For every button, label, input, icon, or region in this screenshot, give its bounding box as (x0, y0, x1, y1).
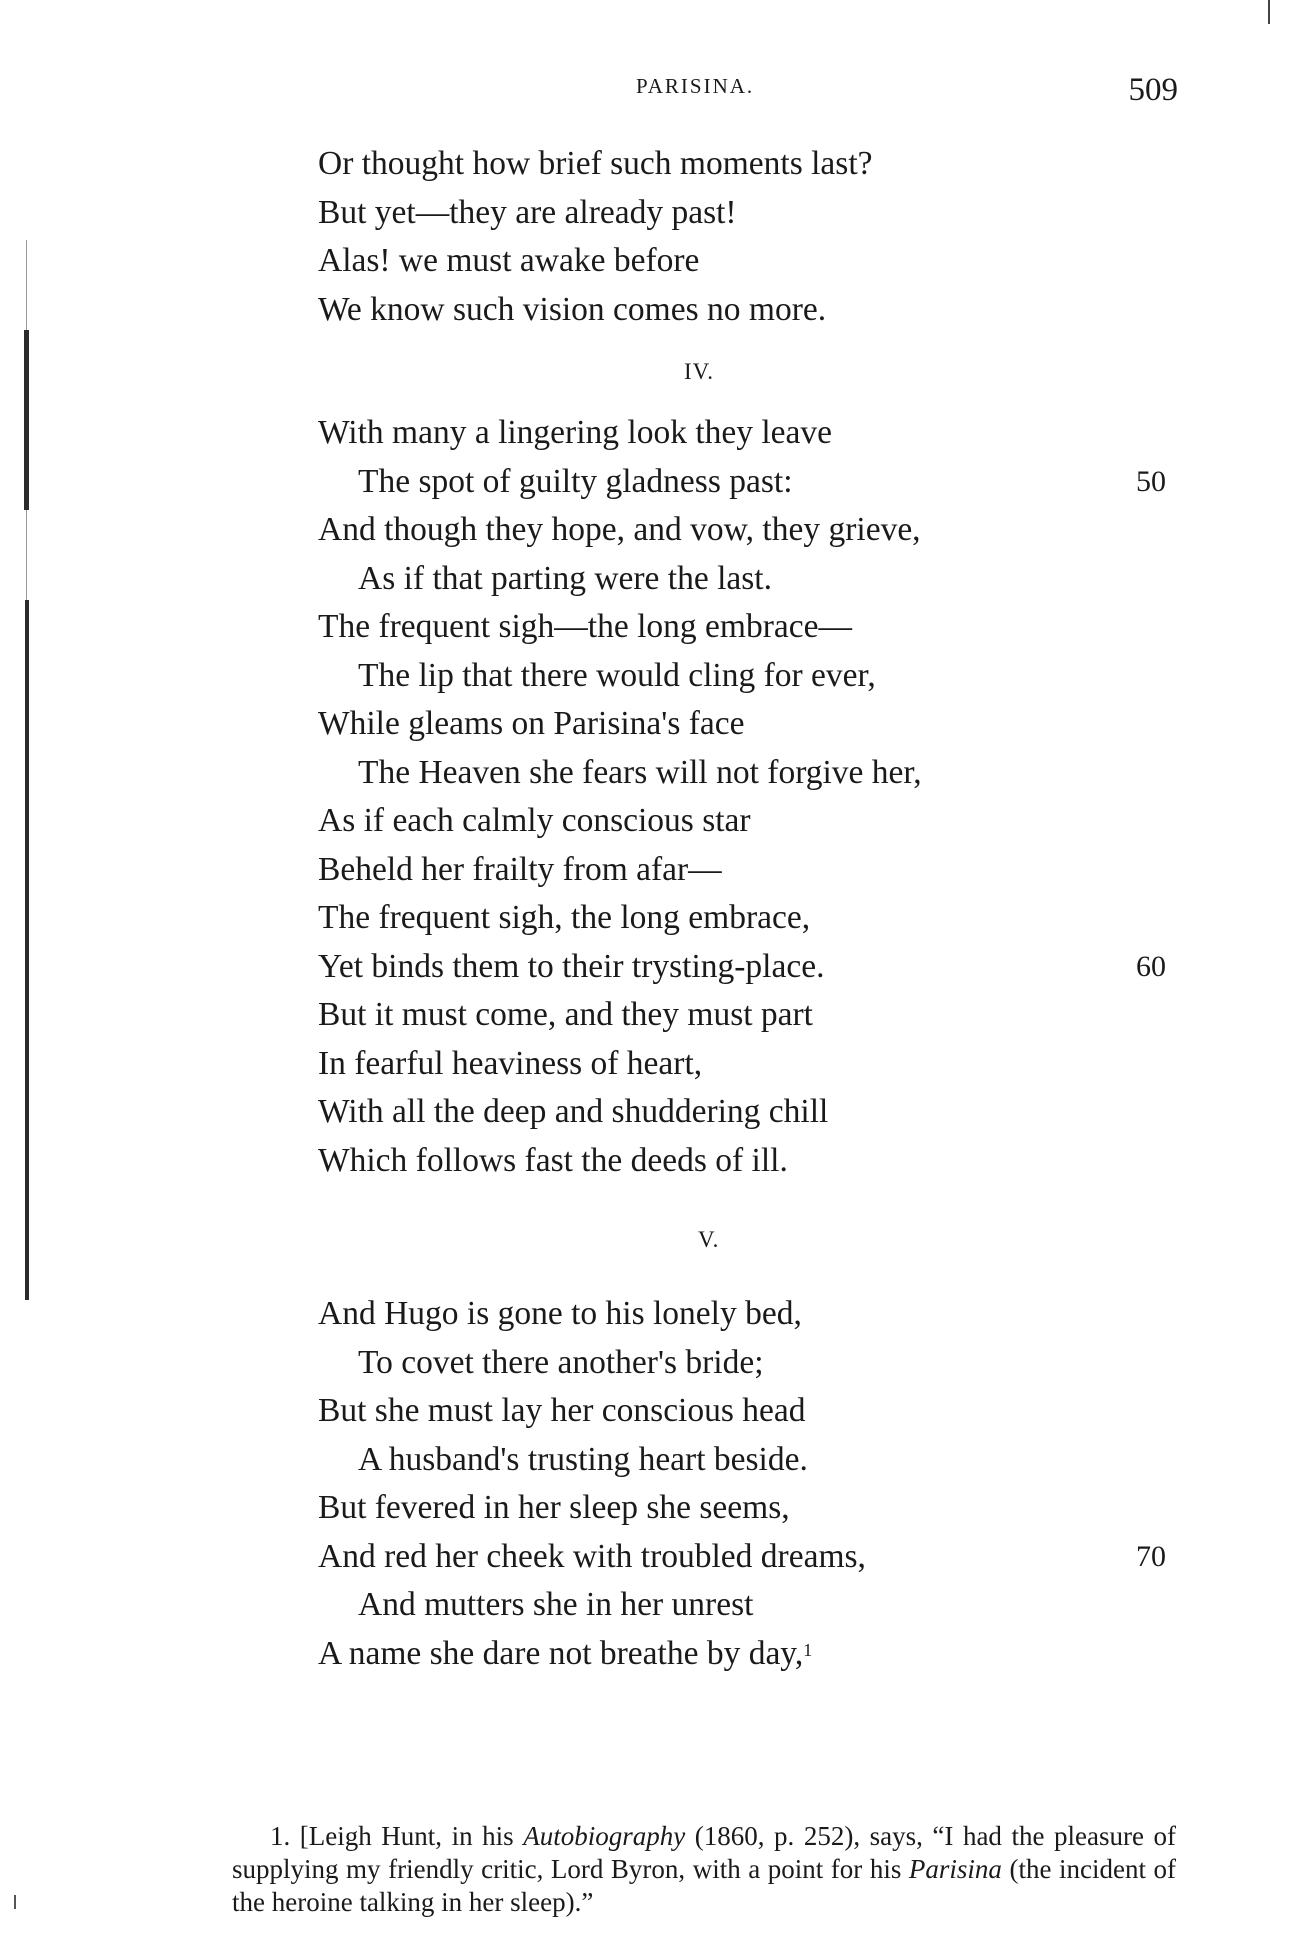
verse-line (318, 652, 1178, 701)
verse-line (318, 894, 1178, 943)
verse-text: With many a lingering look they leave (318, 414, 833, 451)
verse-line (318, 943, 1178, 992)
verse-text: But yet—they are already past! (318, 193, 737, 231)
verse-line (318, 237, 1178, 286)
verse-line (318, 1533, 1178, 1582)
line-number: 60 (1136, 949, 1166, 983)
verse-text: As if that parting were the last. (358, 559, 772, 597)
verse-line (318, 1137, 1178, 1186)
verse-text: Alas! we must awake before (318, 242, 700, 279)
footnote-marker: 1. (270, 1821, 291, 1851)
verse-text: Or thought how brief such moments last? (318, 145, 873, 182)
footnote-text: (the incident of the heroine talking in her sleep).” (232, 1854, 1176, 1917)
verse-text: And mutters she in her unrest (358, 1586, 754, 1623)
verse-line (318, 506, 1178, 555)
verse-text: And though they hope, and vow, they grieve, (318, 511, 921, 548)
verse-line (318, 189, 1178, 238)
section-v-lines (318, 1290, 1178, 1678)
verse-line (318, 555, 1178, 604)
verse-text: While gleams on Parisina's face (318, 705, 745, 742)
verse-line (318, 1630, 1178, 1679)
verse-text: But she must lay her conscious head (318, 1392, 806, 1429)
section-iv-lines (318, 409, 1178, 1185)
page-spine-shadow (24, 330, 29, 510)
verse-text: We know such vision comes no more. (318, 290, 827, 328)
verse-text: The Heaven she fears will not forgive her, (358, 753, 922, 791)
verse-text: A name she dare not breathe by day, (318, 1634, 804, 1672)
line-number: 50 (1136, 464, 1166, 498)
footnote-text: (1860, p. 252), says, “I had the pleasure of supplying my friendly critic, Lord Byron, with a point for his (232, 1821, 1176, 1884)
page-number: 509 (1128, 72, 1178, 108)
verse-line (318, 1290, 1178, 1339)
verse-line (318, 1339, 1178, 1388)
verse-line (318, 458, 1178, 507)
verse-line (318, 797, 1178, 846)
line-number: 70 (1136, 1539, 1166, 1573)
verse-line (318, 286, 1178, 335)
footnote-reference: 1 (803, 1639, 813, 1660)
verse-line (318, 603, 1178, 652)
poem-body (318, 140, 1178, 1678)
verse-text: With all the deep and shuddering chill (318, 1093, 829, 1130)
verse-line (318, 1387, 1178, 1436)
page-spine-shadow (25, 600, 29, 1300)
verse-line (318, 1581, 1178, 1630)
verse-text: The frequent sigh, the long embrace, (318, 899, 811, 936)
verse-text: The frequent sigh—the long embrace— (318, 608, 852, 645)
verse-text: And red her cheek with troubled dreams, (318, 1537, 866, 1575)
verse-line (318, 409, 1178, 458)
verse-text: The spot of guilty gladness past: (358, 462, 793, 500)
verse-line (318, 846, 1178, 895)
verse-line (318, 1040, 1178, 1089)
running-title: PARISINA. (636, 74, 755, 98)
section-heading-v: V. (698, 1227, 720, 1252)
verse-line (318, 749, 1178, 798)
verse-text: And Hugo is gone to his lonely bed, (318, 1295, 802, 1332)
page-edge-mark (14, 1895, 16, 1909)
verse-text: To covet there another's bride; (358, 1343, 764, 1381)
section-heading-iv: IV. (684, 359, 715, 384)
page-edge-mark (1268, 0, 1270, 24)
verse-text: Beheld her frailty from afar— (318, 850, 722, 888)
verse-line (318, 700, 1178, 749)
verse-text: Which follows fast the deeds of ill. (318, 1141, 788, 1179)
verse-text: A husband's trusting heart beside. (358, 1440, 808, 1478)
verse-text: But fevered in her sleep she seems, (318, 1489, 790, 1526)
footnote (232, 1820, 1176, 1919)
verse-text: Yet binds them to their trysting-place. (318, 947, 825, 985)
verse-text: But it must come, and they must part (318, 996, 813, 1033)
footnote-text: [Leigh Hunt, in his (299, 1821, 514, 1851)
footnote-title: Autobiography (523, 1821, 686, 1851)
footnote-title: Parisina (908, 1854, 1002, 1884)
verse-text: As if each calmly conscious star (318, 802, 751, 839)
verse-text: The lip that there would cling for ever, (358, 656, 876, 694)
verse-line (318, 140, 1178, 189)
verse-line (318, 1088, 1178, 1137)
stanza-iii-end (318, 140, 1178, 334)
verse-text: In fearful heaviness of heart, (318, 1044, 703, 1082)
verse-line (318, 1436, 1178, 1485)
verse-line (318, 1484, 1178, 1533)
verse-line (318, 991, 1178, 1040)
